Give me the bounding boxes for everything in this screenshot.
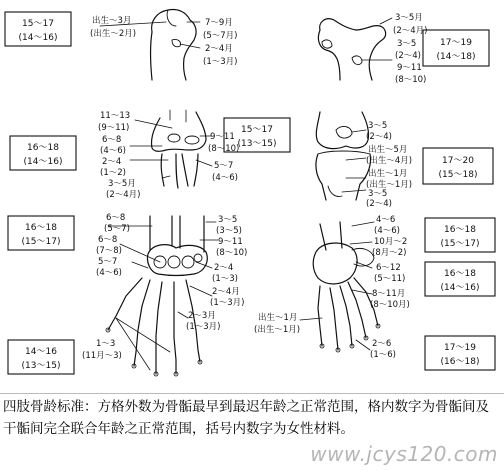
label-knee-2f: (出生～4月) [366,156,413,166]
watermark: www.jcys120.com [310,442,498,466]
box-femur-female: (14～18) [436,52,476,62]
caption-divider [0,393,504,394]
label-knee-3: 出生～1月 [368,169,408,179]
label-knee-2: 出生～5月 [368,145,408,155]
box-knee-female: (15～18) [438,170,478,180]
label-hand-9f: (11月～3) [82,351,122,361]
box-elbow-left-male: 16～18 [27,143,59,153]
label-wrist-5: 9～11 [218,237,243,247]
label-foot-3f: (5～11) [374,274,406,284]
label-foot-6f: (1～6) [370,350,396,360]
label-wrist-3: 5～7 [98,257,118,267]
label-ankle-2: 10月～2 [374,237,408,247]
label-wrist-5f: (8～10) [216,248,248,258]
label-foot-3: 6～12 [376,263,401,273]
label-humerus-head-f: (出生～2月) [90,29,137,39]
label-wrist-3f: (4～6) [96,268,122,278]
label-wrist-1f: (5～7) [104,224,130,234]
label-hand-7: 2～4月 [212,287,240,297]
label-ankle-1: 4～6 [376,215,396,225]
label-humerus-gt: 7～9月 [205,18,233,28]
label-hand-7f: (1～3月) [210,298,245,308]
label-femur-head: 3～5月 [395,13,423,23]
box-knee-male: 17～20 [442,156,474,166]
label-foot-6: 2～6 [372,339,392,349]
label-femur-gt: 3～5 [397,39,417,49]
label-femur-head-f: (2～4月) [393,26,428,36]
label-femur-lt-f: (8～10) [395,75,427,85]
label-humerus-gt-f: (5～7月) [203,31,238,41]
label-elbow-4: 3～5月 [108,179,136,189]
label-elbow-2: 6～8 [102,135,122,145]
label-elbow-6f: (4～6) [212,173,238,183]
label-elbow-6: 5～7 [214,161,234,171]
label-femur-gt-f: (2～4) [395,51,421,61]
label-ankle-2f: (8月～2) [372,248,407,258]
label-foot-4f: (8～10月) [370,300,410,310]
label-foot-5f: (出生～1月) [254,325,301,335]
hand-drawing [106,216,221,376]
box-elbow-right-male: 15～17 [241,125,273,135]
label-knee-4f: (2～4) [366,199,392,209]
femur-drawing [318,18,392,80]
label-femur-lt: 9～11 [397,63,422,73]
label-knee-3f: (出生～1月) [366,180,413,190]
label-hand-8f: (1～3月) [186,322,221,332]
box-ankle-female: (15～17) [440,239,480,249]
label-knee-4: 3～5 [368,189,388,199]
label-elbow-5f: (8～10) [208,144,240,154]
label-hand-9: 1～3 [96,339,116,349]
label-elbow-1: 11～13 [100,111,131,121]
knee-drawing [316,112,371,200]
label-elbow-3f: (1～2) [100,168,126,178]
label-wrist-1: 6～8 [106,213,126,223]
label-humerus-head: 出生～3月 [92,16,132,26]
label-knee-1: 3～5 [368,121,388,131]
box-elbow-right-female: (13～15) [237,139,277,149]
label-elbow-2f: (4～6) [100,146,126,156]
box-hand-lower-male: 14～16 [25,347,57,357]
box-humerus-male: 15～17 [22,19,54,29]
elbow-drawing [130,110,212,188]
label-wrist-2: 6～8 [98,235,118,245]
box-wrist-female: (15～17) [21,237,61,247]
label-wrist-4: 3～5 [218,215,238,225]
label-elbow-4f: (2～4月) [106,190,141,200]
box-foot-lower-female: (16～18) [440,357,480,367]
label-foot-4: 8～11月 [372,289,406,299]
label-elbow-3: 2～4 [102,157,122,167]
box-wrist-male: 16～18 [25,223,57,233]
box-humerus-female: (14～16) [18,33,58,43]
foot-drawing [300,222,380,352]
label-humerus-lt-f: (1～3月) [203,57,238,67]
box-ankle-male: 16～18 [444,225,476,235]
box-femur-male: 17～19 [440,38,472,48]
box-hand-lower-female: (13～15) [21,361,61,371]
box-foot-lower-male: 17～19 [444,343,476,353]
figure-caption: 四肢骨龄标准：方格外数为骨骺最早到最迟年龄之正常范围，格内数字为骨骺间及干骺间完全联合年龄之正常范围，括号内数字为女性材料。 [3,399,489,437]
label-ankle-1f: (4～6) [374,226,400,236]
box-elbow-left-female: (14～16) [23,157,63,167]
label-wrist-2f: (7～8) [96,246,122,256]
label-humerus-lt: 2～4月 [205,44,233,54]
label-knee-1f: (2～4) [366,132,392,142]
label-elbow-5: 9～11 [210,132,235,142]
label-hand-8: 2～3月 [188,311,216,321]
label-wrist-4f: (3～5) [216,226,242,236]
label-foot-5: 出生～1月 [258,313,298,323]
label-wrist-6: 2～4 [214,263,234,273]
box-foot-mid-female: (14～16) [440,283,480,293]
label-wrist-6f: (1～3) [212,274,238,284]
label-elbow-1f: (9～11) [98,123,130,133]
box-foot-mid-male: 16～18 [444,269,476,279]
